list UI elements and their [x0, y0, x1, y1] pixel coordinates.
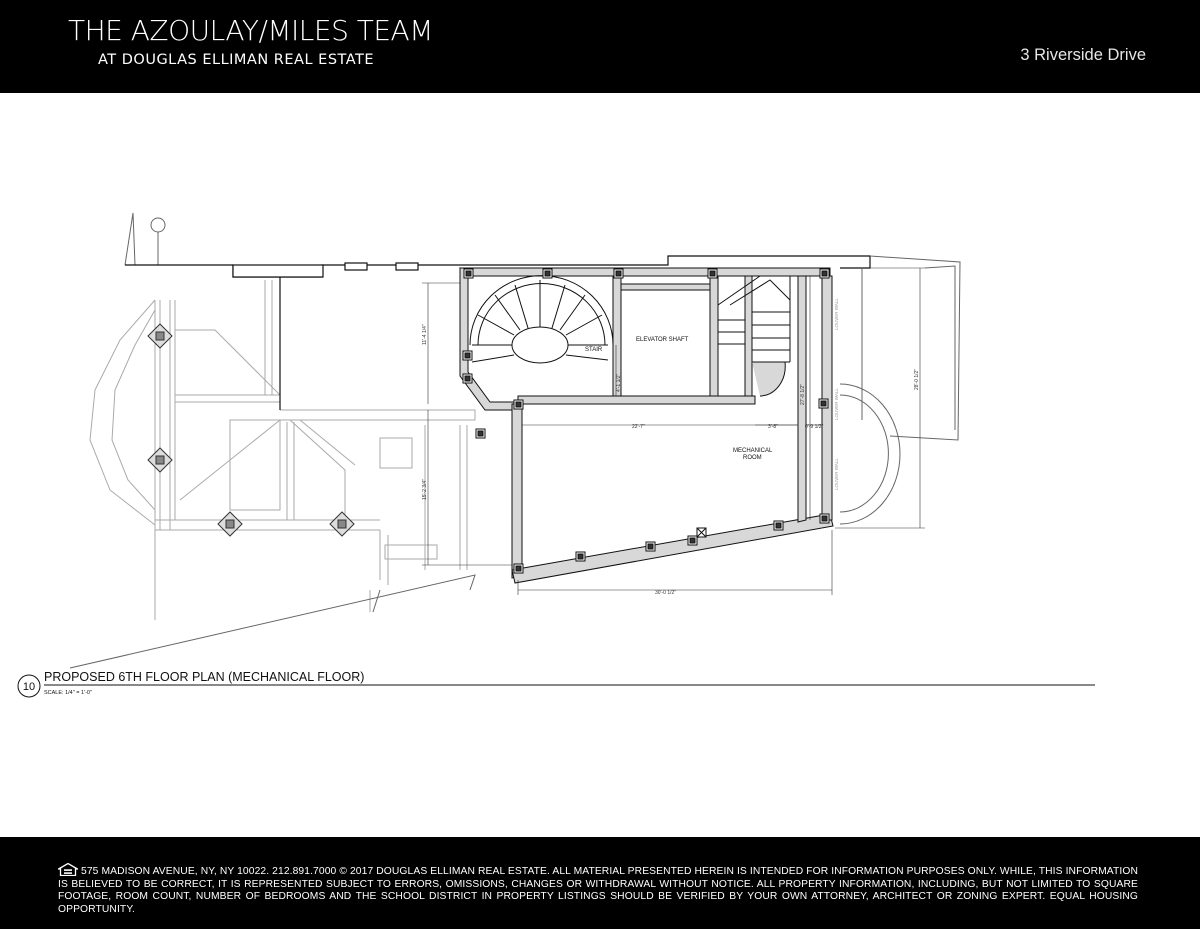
header-bar — [0, 0, 1200, 93]
property-address: 3 Riverside Drive — [1020, 46, 1146, 64]
dim-22-7: 22'-7" — [632, 424, 645, 430]
plan-title: PROPOSED 6TH FLOOR PLAN (MECHANICAL FLOOR) — [44, 670, 365, 684]
dim-3-8: 3'-8" — [768, 424, 778, 430]
label-mechanical-room-2: ROOM — [743, 455, 762, 461]
label-louver-wall-1: LOUVER WALL — [834, 298, 839, 330]
adjacent-building — [90, 280, 475, 620]
team-title: THE AZOULAY/MILES TEAM — [68, 14, 433, 47]
dim-30-0: 30'-0 1/2" — [655, 590, 677, 596]
service-stair — [718, 276, 790, 396]
dim-15-2: 15'-2 3/4" — [422, 478, 428, 500]
plan-scale: SCALE: 1/4" = 1'-0" — [44, 690, 92, 696]
disclaimer-text: 575 MADISON AVENUE, NY, NY 10022. 212.891.7000 © 2017 DOUGLAS ELLIMAN REAL ESTATE. ALL MATERIAL PRESENTED HEREIN IS INTENDED FOR INFORMATION PURPOSES ONLY. WHILE, THIS INFORMATION IS BELIEVED TO BE CORRECT, IT IS REPRESENTED SUBJECT TO ERRORS, OMISSIONS, CHANGES OR WITHDRAWAL WITHOUT NOTICE. ALL PROPERTY INFORMATION, INCLUDING, BUT NOT LIMITED TO SQUARE FOOTAGE, ROOM COUNT, NUMBER OF BEDROOMS AND THE SCHOOL DISTRICT IN PROPERTY LISTINGS SHOULD BE VERIFIED BY YOUR OWN ATTORNEY, ARCHITECT OR ZONING EXPERT. EQUAL HOUSING OPPORTUNITY. — [58, 866, 1138, 915]
dim-0-9: 0'-9 1/2" — [805, 424, 824, 430]
dim-28-0: 28'-0 1/2" — [914, 368, 920, 390]
floor-plan-drawing — [0, 93, 1200, 837]
drawing-number: 10 — [22, 681, 36, 693]
equal-housing-icon — [58, 863, 78, 876]
dim-27-8: 27'-8 1/2" — [800, 383, 806, 405]
east-bay — [840, 256, 960, 524]
label-mechanical-room-1: MECHANICAL — [733, 448, 773, 454]
dim-11-4: 11'-4 1/4" — [422, 324, 428, 345]
label-louver-wall-3: LOUVER WALL — [834, 458, 839, 490]
floor-plan-area — [0, 93, 1200, 837]
label-stair: STAIR — [585, 347, 603, 353]
label-louver-wall-2: LOUVER WALL — [834, 388, 839, 420]
label-elevator-shaft: ELEVATOR SHAFT — [636, 337, 689, 343]
footer-bar — [0, 837, 1200, 929]
team-subtitle: AT DOUGLAS ELLIMAN REAL ESTATE — [98, 52, 375, 68]
dim-4-1: 4'-1 1/2" — [616, 373, 622, 392]
column-markers — [148, 324, 354, 536]
disclaimer-block — [58, 863, 1138, 916]
